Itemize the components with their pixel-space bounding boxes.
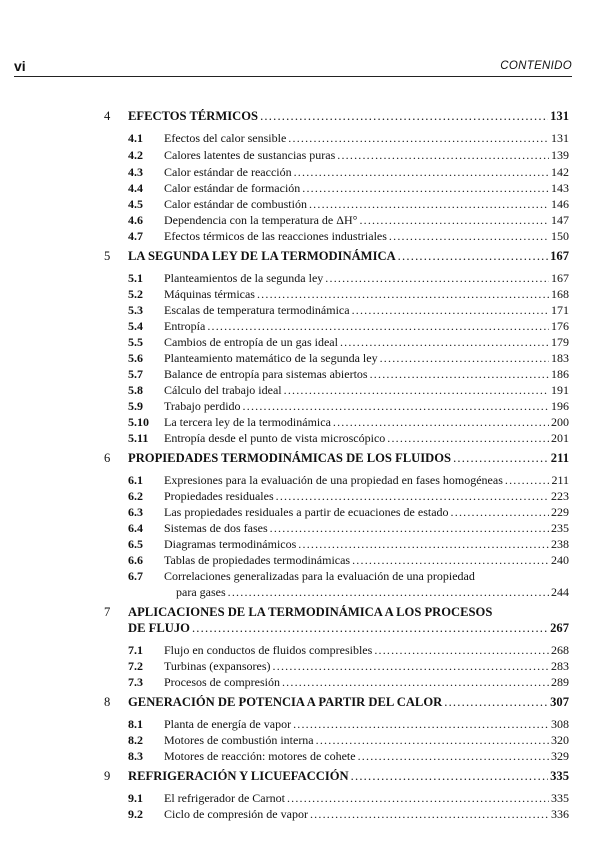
section-title: Planteamiento matemático de la segunda ley	[164, 351, 378, 365]
section-title: Balance de entropía para sistemas abiertos	[164, 367, 368, 381]
toc-chapter-line	[0, 768, 600, 784]
page-ref: 183	[551, 351, 569, 365]
dot-leader	[358, 748, 549, 764]
section-title: Calor estándar de combustión	[164, 197, 307, 211]
section-number: 6.5	[128, 537, 143, 551]
page-ref: 223	[551, 489, 569, 503]
page-ref: 289	[551, 675, 569, 689]
dot-leader	[451, 504, 549, 520]
dot-leader	[294, 164, 549, 180]
dot-leader	[298, 536, 549, 552]
page-ref: 191	[551, 383, 569, 397]
page-ref: 268	[551, 643, 569, 657]
toc-entry	[164, 520, 569, 536]
toc-chapter-line	[0, 450, 600, 466]
dot-leader	[352, 302, 549, 318]
toc-entry	[164, 228, 569, 244]
section-number: 5.10	[128, 415, 149, 429]
section-title: Cambios de entropía de un gas ideal	[164, 335, 338, 349]
section-number: 6.2	[128, 489, 143, 503]
toc-entry	[164, 430, 569, 446]
chapter-number: 6	[104, 451, 111, 465]
section-number: 7.2	[128, 659, 143, 673]
section-number: 5.8	[128, 383, 143, 397]
toc-chapter-line	[0, 108, 600, 124]
toc-entry	[176, 584, 569, 600]
section-number: 4.4	[128, 181, 143, 195]
section-number: 4.1	[128, 131, 143, 145]
section-number: 5.1	[128, 271, 143, 285]
toc-entry	[164, 196, 569, 212]
toc-section-line	[0, 130, 600, 146]
toc-section-line	[0, 147, 600, 163]
section-number: 7.3	[128, 675, 143, 689]
toc-chapter-line	[0, 604, 600, 620]
section-number: 5.3	[128, 303, 143, 317]
toc-entry	[128, 108, 569, 124]
toc-entry	[164, 488, 569, 504]
dot-leader	[309, 196, 549, 212]
toc-section-line	[0, 642, 600, 658]
dot-leader	[284, 382, 549, 398]
section-title: Sistemas de dos fases	[164, 521, 268, 535]
section-title: Expresiones para la evaluación de una propiedad en fases homogéneas	[164, 473, 503, 487]
page-ref: 201	[551, 431, 569, 445]
toc-entry	[164, 790, 569, 806]
toc-entry	[164, 504, 569, 520]
toc-section-line	[0, 212, 600, 228]
page-ref: 329	[551, 749, 569, 763]
toc-entry	[164, 806, 569, 822]
toc-entry	[128, 620, 569, 636]
page-ref: 307	[550, 695, 569, 709]
toc-entry	[164, 642, 569, 658]
page-ref: 283	[551, 659, 569, 673]
toc-section-line	[0, 286, 600, 302]
toc-section-line	[0, 748, 600, 764]
page-ref: 244	[551, 585, 569, 599]
toc-entry	[164, 716, 569, 732]
section-title: Calores latentes de sustancias puras	[164, 148, 336, 162]
section-title: Entropía	[164, 319, 206, 333]
page-ref: 168	[551, 287, 569, 301]
toc-section-line	[0, 584, 600, 600]
dot-leader	[337, 147, 549, 163]
toc-section-line	[0, 520, 600, 536]
toc-entry	[164, 180, 569, 196]
page-ref: 179	[551, 335, 569, 349]
toc-entry	[164, 366, 569, 382]
page-ref: 147	[551, 213, 569, 227]
section-title: Escalas de temperatura termodinámica	[164, 303, 350, 317]
section-number: 4.7	[128, 229, 143, 243]
section-number: 8.1	[128, 717, 143, 731]
page-ref: 186	[551, 367, 569, 381]
dot-leader	[352, 552, 549, 568]
toc-section-line	[0, 302, 600, 318]
page-ref: 335	[550, 769, 569, 783]
toc-section-line	[0, 674, 600, 690]
section-number: 6.7	[128, 569, 143, 583]
dot-leader	[359, 212, 549, 228]
section-title: para gases	[176, 585, 226, 599]
page-ref: 308	[551, 717, 569, 731]
section-number: 5.9	[128, 399, 143, 413]
toc-section-line	[0, 488, 600, 504]
page-ref: 320	[551, 733, 569, 747]
dot-leader	[257, 286, 549, 302]
toc-section-line	[0, 732, 600, 748]
toc-entry	[164, 334, 569, 350]
dot-leader	[273, 658, 549, 674]
section-title: Tablas de propiedades termodinámicas	[164, 553, 351, 567]
section-number: 4.5	[128, 197, 143, 211]
chapter-title: DE FLUJO	[128, 621, 190, 635]
page-ref: 131	[550, 109, 569, 123]
chapter-number: 4	[104, 109, 111, 123]
section-title: Diagramas termodinámicos	[164, 537, 297, 551]
section-number: 6.1	[128, 473, 143, 487]
section-number: 6.4	[128, 521, 143, 535]
section-number: 4.2	[128, 148, 143, 162]
toc-entry	[164, 398, 569, 414]
page-ref: 142	[551, 165, 569, 179]
toc-section-line	[0, 472, 600, 488]
toc-chapter-line	[0, 620, 600, 636]
toc-entry	[164, 270, 569, 286]
dot-leader	[333, 414, 549, 430]
section-title: Dependencia con la temperatura de ΔH°	[164, 213, 358, 227]
page-number: vi	[14, 58, 26, 74]
toc-entry	[164, 164, 569, 180]
dot-leader	[282, 674, 549, 690]
page-ref: 336	[551, 807, 569, 821]
toc-entry	[164, 674, 569, 690]
toc-section-line	[0, 430, 600, 446]
dot-leader	[302, 180, 549, 196]
section-title: Las propiedades residuales a partir de ecuaciones de estado	[164, 505, 449, 519]
page-ref: 229	[551, 505, 569, 519]
toc-section-line	[0, 806, 600, 822]
toc-entry	[164, 286, 569, 302]
dot-leader	[444, 694, 548, 710]
toc-section-line	[0, 568, 600, 584]
dot-leader	[325, 270, 549, 286]
toc-section-line	[0, 658, 600, 674]
section-title: Planta de energía de vapor	[164, 717, 292, 731]
dot-leader	[192, 620, 548, 636]
toc-section-line	[0, 228, 600, 244]
toc-entry	[164, 382, 569, 398]
chapter-number: 5	[104, 249, 111, 263]
toc-chapter-line	[0, 694, 600, 710]
dot-leader	[260, 108, 548, 124]
toc-entry	[164, 748, 569, 764]
toc-section-line	[0, 790, 600, 806]
section-title: Correlaciones generalizadas para la evaluación de una propiedad	[164, 569, 475, 583]
section-title: Propiedades residuales	[164, 489, 274, 503]
page-ref: 238	[551, 537, 569, 551]
section-title: Procesos de compresión	[164, 675, 280, 689]
dot-leader	[387, 430, 549, 446]
page-ref: 146	[551, 197, 569, 211]
page-ref: 143	[551, 181, 569, 195]
section-title: Turbinas (expansores)	[164, 659, 271, 673]
toc-section-line	[0, 270, 600, 286]
dot-leader	[389, 228, 549, 244]
page-ref: 235	[551, 521, 569, 535]
section-number: 5.5	[128, 335, 143, 349]
dot-leader	[310, 806, 549, 822]
page-ref: 150	[551, 229, 569, 243]
toc-entry	[164, 147, 569, 163]
section-number: 5.7	[128, 367, 143, 381]
page-ref: 200	[551, 415, 569, 429]
page-ref: 131	[551, 131, 569, 145]
dot-leader	[453, 450, 549, 466]
toc-section-line	[0, 180, 600, 196]
toc-entry	[164, 732, 569, 748]
dot-leader	[243, 398, 549, 414]
toc-section-line	[0, 398, 600, 414]
chapter-title: APLICACIONES DE LA TERMODINÁMICA A LOS PROCESOS	[128, 605, 493, 619]
toc-entry	[164, 658, 569, 674]
section-number: 8.2	[128, 733, 143, 747]
toc-section-line	[0, 350, 600, 366]
section-number: 7.1	[128, 643, 143, 657]
toc-entry	[128, 450, 569, 466]
section-title: La tercera ley de la termodinámica	[164, 415, 331, 429]
toc-chapter-line	[0, 248, 600, 264]
section-title: Efectos térmicos de las reacciones industriales	[164, 229, 387, 243]
page-ref: 139	[551, 148, 569, 162]
page-ref: 211	[550, 451, 569, 465]
toc-section-line	[0, 334, 600, 350]
toc-section-line	[0, 366, 600, 382]
dot-leader	[270, 520, 549, 536]
page-ref: 240	[551, 553, 569, 567]
toc-section-line	[0, 552, 600, 568]
chapter-title: GENERACIÓN DE POTENCIA A PARTIR DEL CALOR	[128, 695, 443, 709]
dot-leader	[276, 488, 549, 504]
section-title: Motores de reacción: motores de cohete	[164, 749, 356, 763]
section-number: 6.3	[128, 505, 143, 519]
toc-section-line	[0, 196, 600, 212]
section-number: 9.1	[128, 791, 143, 805]
dot-leader	[207, 318, 549, 334]
page-ref: 335	[551, 791, 569, 805]
page-ref: 196	[551, 399, 569, 413]
dot-leader	[505, 472, 550, 488]
toc-entry	[164, 212, 569, 228]
page-ref: 167	[551, 271, 569, 285]
chapter-title: EFECTOS TÉRMICOS	[128, 109, 259, 123]
toc-entry	[164, 552, 569, 568]
page-ref: 211	[551, 473, 569, 487]
toc-entry	[164, 318, 569, 334]
section-title: Entropía desde el punto de vista microscópico	[164, 431, 386, 445]
dot-leader	[293, 716, 549, 732]
chapter-title: REFRIGERACIÓN Y LICUEFACCIÓN	[128, 769, 349, 783]
toc-section-line	[0, 536, 600, 552]
chapter-number: 8	[104, 695, 111, 709]
toc-entry	[128, 248, 569, 264]
section-title: Trabajo perdido	[164, 399, 241, 413]
section-title: Motores de combustión interna	[164, 733, 314, 747]
dot-leader	[370, 366, 549, 382]
dot-leader	[380, 350, 549, 366]
toc-entry	[164, 130, 569, 146]
section-number: 5.2	[128, 287, 143, 301]
section-number: 4.6	[128, 213, 143, 227]
toc-entry	[164, 350, 569, 366]
chapter-number: 7	[104, 605, 111, 619]
page-ref: 171	[551, 303, 569, 317]
toc-entry	[164, 536, 569, 552]
section-number: 5.6	[128, 351, 143, 365]
toc-section-line	[0, 382, 600, 398]
toc-entry	[164, 302, 569, 318]
toc-entry	[164, 472, 569, 488]
toc-entry	[128, 768, 569, 784]
section-number: 4.3	[128, 165, 143, 179]
chapter-number: 9	[104, 769, 111, 783]
dot-leader	[288, 130, 549, 146]
section-number: 5.11	[128, 431, 149, 445]
page-ref: 267	[550, 621, 569, 635]
section-title: Efectos del calor sensible	[164, 131, 287, 145]
section-number: 9.2	[128, 807, 143, 821]
section-number: 5.4	[128, 319, 143, 333]
dot-leader	[351, 768, 548, 784]
toc-section-line	[0, 164, 600, 180]
page-ref: 167	[550, 249, 569, 263]
section-title: Flujo en conductos de fluidos compresibles	[164, 643, 373, 657]
toc-section-line	[0, 318, 600, 334]
dot-leader	[228, 584, 549, 600]
section-number: 8.3	[128, 749, 143, 763]
toc-entry	[128, 694, 569, 710]
chapter-title: PROPIEDADES TERMODINÁMICAS DE LOS FLUIDOS	[128, 451, 452, 465]
toc-section-line	[0, 716, 600, 732]
running-head: CONTENIDO	[500, 60, 572, 72]
section-title: Ciclo de compresión de vapor	[164, 807, 308, 821]
section-title: El refrigerador de Carnot	[164, 791, 285, 805]
section-number: 6.6	[128, 553, 143, 567]
toc-entry	[164, 414, 569, 430]
page-ref: 176	[551, 319, 569, 333]
section-title: Calor estándar de formación	[164, 181, 301, 195]
chapter-title: LA SEGUNDA LEY DE LA TERMODINÁMICA	[128, 249, 396, 263]
toc-section-line	[0, 504, 600, 520]
section-title: Calor estándar de reacción	[164, 165, 292, 179]
section-title: Planteamientos de la segunda ley	[164, 271, 324, 285]
dot-leader	[340, 334, 549, 350]
dot-leader	[374, 642, 549, 658]
dot-leader	[398, 248, 548, 264]
section-title: Máquinas térmicas	[164, 287, 255, 301]
section-title: Cálculo del trabajo ideal	[164, 383, 282, 397]
dot-leader	[287, 790, 549, 806]
dot-leader	[316, 732, 549, 748]
toc-section-line	[0, 414, 600, 430]
